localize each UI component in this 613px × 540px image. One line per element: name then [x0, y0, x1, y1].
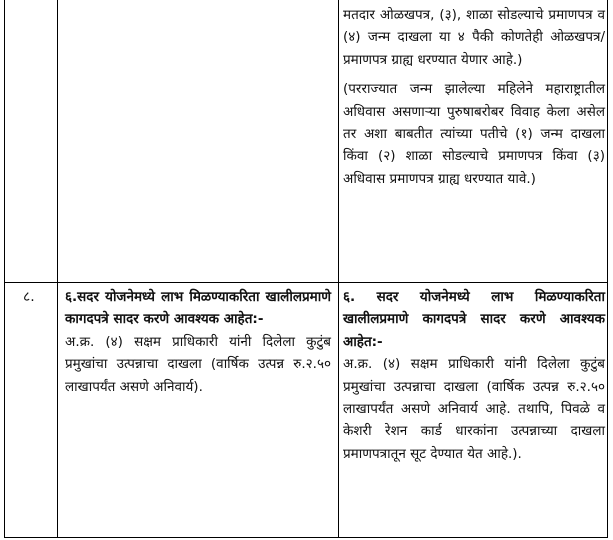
row-8-right-body: अ.क्र. (४) सक्षम प्राधिकारी यांनी दिलेला कुटुंब प्रमुखांचा उत्पन्नाचा दाखला (वार्षिक उत्पन्न रु.२.५० लाखापर्यंत असणे अनिवार्य आहे. तथापि, पिवळे व केशरी रेशन कार्ड धारकांना उत्पन्नाच्या दाखला प्रमाणपत्रातून सूट देण्यात येत आहे.).: [343, 356, 605, 462]
row-8-left-cell: [65, 286, 331, 398]
row-divider: [5, 282, 607, 283]
top-paragraph-2: (परराज्यात जन्म झालेल्या महिलेने महाराष्ट्रातील अधिवास असणाऱ्या पुरुषाबरोबर विवाह केला असेल तर अशा बाबतीत त्यांच्या पतीचे (१) जन्म दाखला किंवा (२) शाळा सोडल्याचे प्रमाणपत्र किंवा (३) अधिवास प्रमाणपत्र ग्राह्य धरण्यात यावे.): [343, 81, 605, 187]
row-8-right-heading: ६. सदर योजनेमध्ये लाभ मिळण्याकरिता खालीलप्रमाणे कागदपत्रे सादर करणे आवश्यक आहेत:-: [343, 289, 605, 350]
row-8-left-heading: ६.सदर योजनेमध्ये लाभ मिळण्याकरिता खालीलप्रमाणे कागदपत्रे सादर करणे आवश्यक आहेत:-: [65, 289, 331, 328]
row-8-right-cell: [343, 286, 605, 465]
top-row-right-cell: [343, 4, 605, 190]
column-divider-middle: [338, 0, 339, 537]
document-table: [4, 0, 608, 538]
top-paragraph-1: मतदार ओळखपत्र, (३), शाळा सोडल्याचे प्रमाणपत्र व (४) जन्म दाखला या ४ पैकी कोणतेही ओळखपत्र/प्रमाणपत्र ग्राह्य धरण्यात येणार आहे.): [343, 7, 605, 68]
row-8-serial: ८.: [23, 289, 35, 305]
row-8-left-body: अ.क्र. (४) सक्षम प्राधिकारी यांनी दिलेला कुटुंब प्रमुखांचा उत्पन्नाचा दाखला (वार्षिक उत्पन्न रु.२.५० लाखापर्यंत असणे अनिवार्य).: [65, 333, 331, 395]
column-divider-serial: [57, 0, 58, 537]
